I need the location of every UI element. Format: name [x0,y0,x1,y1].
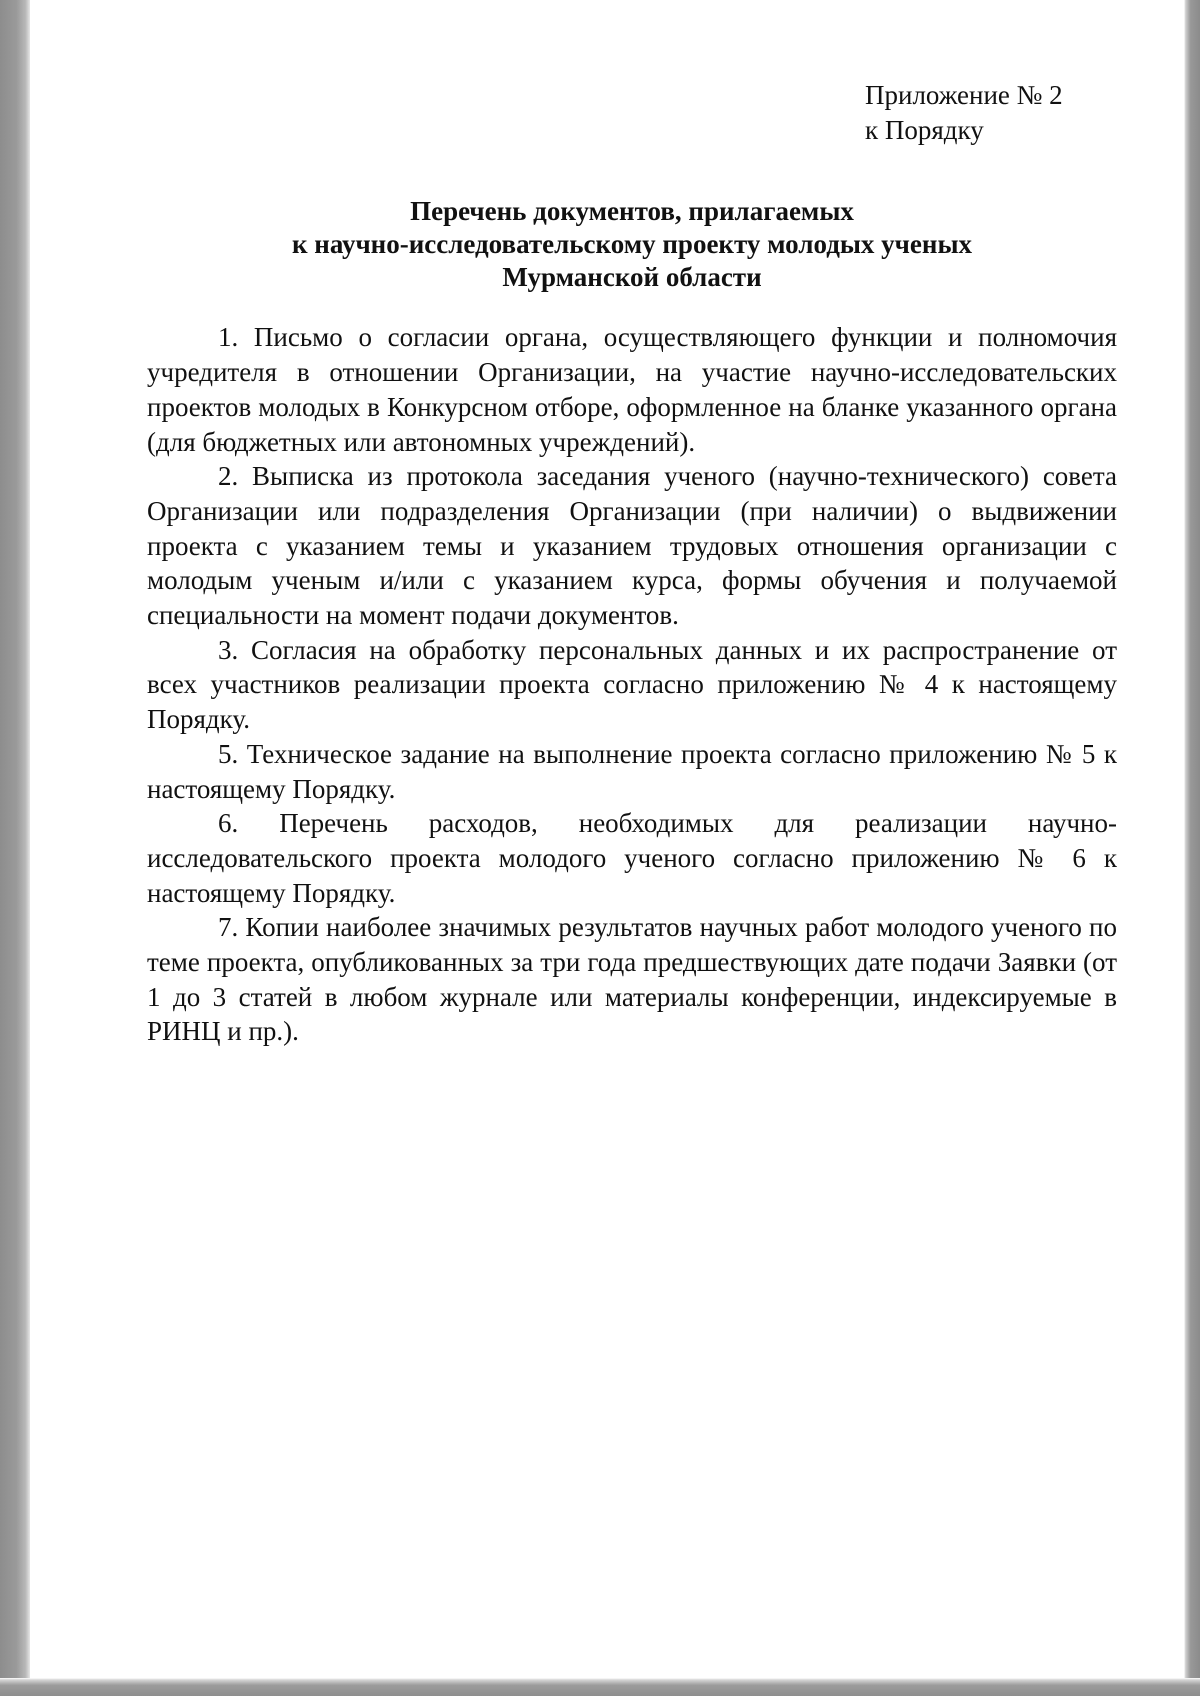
annex-procedure-ref: к Порядку [865,114,984,145]
scan-bottom-edge-shadow [0,1678,1200,1696]
list-item-6: 6. Перечень расходов, необходимых для реализации научно-исследовательского проекта молодого ученого согласно приложению № 6 к настоящему Порядку. [147,808,1117,908]
document-list [147,320,1117,1049]
scan-left-edge-shadow [0,0,30,1696]
document-title [147,195,1117,294]
list-item-1: 1. Письмо о согласии органа, осуществляющего функции и полномочия учредителя в отношении Организации, на участие научно-исследовательских проектов молодых в Конкурсном отборе, оформленное на бланке указанного органа (для бюджетных или автономных учреждений). [147,322,1117,457]
title-line-1: Перечень документов, прилагаемых [410,196,854,227]
list-item-2: 2. Выписка из протокола заседания ученого (научно-технического) совета Организации или подразделения Организации (при наличии) о выдвижении проекта с указанием темы и указанием трудовых отношения организации с молодым ученым и/или с указанием курса, формы обучения и получаемой специальности на момент подачи документов. [147,461,1117,631]
list-item-7: 7. Копии наиболее значимых результатов научных работ молодого ученого по теме проекта, опубликованных за три года предшествующих дате подачи Заявки (от 1 до 3 статей в любом журнале или материалы конференции, индексируемые в РИНЦ и пр.). [147,912,1117,1047]
scan-right-edge-shadow [1184,0,1200,1696]
list-item-3: 3. Согласия на обработку персональных данных и их распространение от всех участников реализации проекта согласно приложению № 4 к настоящему Порядку. [147,634,1117,735]
list-item-5: 5. Техническое задание на выполнение проекта согласно приложению № 5 к настоящему Порядку. [147,738,1117,804]
title-line-3: Мурманской области [502,262,762,293]
annex-reference [865,78,1117,147]
annex-number: Приложение № 2 [865,80,1063,110]
title-line-2: к научно-исследовательскому проекту молодых ученых [291,229,973,260]
document-body [147,78,1117,1049]
